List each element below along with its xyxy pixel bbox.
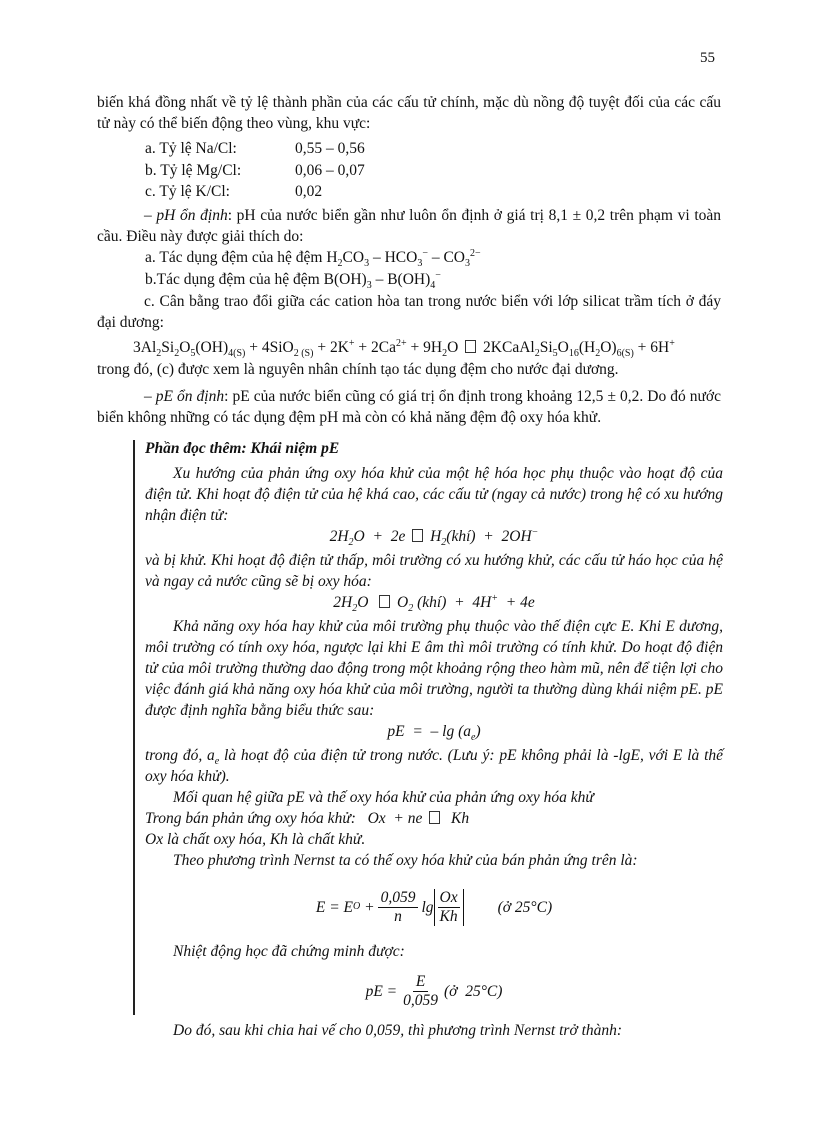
intro-paragraph: biến khá đồng nhất về tỷ lệ thành phần của các cấu tử chính, mặc dù nồng độ tuyệt đối của các cấu tử này có thể biến động theo vùng, khu vực: xyxy=(97,94,721,132)
ratio-value: 0,55 – 0,56 xyxy=(295,140,365,157)
ph-term: – pH ổn định xyxy=(144,206,228,224)
pe-term: – pE ổn định xyxy=(144,387,225,405)
inset-paragraph: Ox là chất oxy hóa, Kh là chất khử. xyxy=(145,831,366,848)
ratio-value: 0,02 xyxy=(295,183,323,200)
inset-paragraph: Nhiệt động học đã chứng minh được: xyxy=(173,943,405,960)
inset-paragraph: Khả năng oxy hóa hay khử của môi trường phụ thuộc vào thế điện cực E. Khi E dương, môi trường có tính oxy hóa, ngược lại khi E âm thì môi trường có tính khử. Do hoạt độ điện tử của môi trường thường dao động trong một khoảng rộng theo hàm mũ, nên để tiện lợi cho việc đánh giá khả năng oxy hóa khử của môi trường, người ta thường dùng khái niệm pE. pE được định nghĩa bằng biểu thức sau: xyxy=(145,618,723,719)
oxidation-equation: $2H_2O$ $O_2$ (khí) + 4H+ + 4e xyxy=(333,592,535,615)
ratio-value: 0,06 – 0,07 xyxy=(295,161,365,179)
pe-definition: pE = – $\lg (a_e)$ xyxy=(387,723,481,744)
ph-buffer-a: a. Tác dụng đệm của hệ đệm $H_2CO_3 - HCO_3^- - CO_3^{2-}$ xyxy=(145,247,481,269)
inset-paragraph: Xu hướng của phản ứng oxy hóa khử của một hệ hóa học phụ thuộc vào hoạt độ của điện tử. Khi hoạt độ điện tử của hệ khá cao, các cấu tử (ngay cả nước) trong hệ có xu hướng nhận điện tử: xyxy=(145,465,723,524)
inset-paragraph: Theo phương trình Nernst ta có thế oxy hóa khử của bán phản ứng trên là: xyxy=(173,852,638,869)
main-text xyxy=(97,92,721,428)
ratio-label: a. Tỷ lệ Na/Cl: xyxy=(145,140,237,157)
ph-conclusion: trong đó, (c) được xem là nguyên nhân chính tạo tác dụng đệm cho nước đại dương. xyxy=(97,360,619,378)
inset-paragraph: Do đó, sau khi chia hai vế cho 0,059, thì phương trình Nernst trở thành: xyxy=(173,1022,623,1039)
ratio-item xyxy=(145,160,721,182)
page-number: 55 xyxy=(700,50,715,66)
ph-text: : pH của nước biển gần như luôn ổn định ở giá trị 8,1 ± 0,2 trên phạm vi toàn cầu. Điều này được giải thích do: xyxy=(97,206,722,245)
ph-buffer-b: b.Tác dụng đệm của hệ đệm $B(OH)_3 - B(OH)_4^-$ xyxy=(145,269,441,291)
ratio-label: b. Tỷ lệ Mg/Cl: xyxy=(145,161,242,179)
inset-paragraph: Mối quan hệ giữa pE và thế oxy hóa khử của phản ứng oxy hóa khử xyxy=(173,789,594,806)
silicate-equation: $3Al_2Si_2O_5(OH)_{4(S)} + 4SiO_{2 (S)} + 2K^+ + 2Ca^{2+} + 9H_2O$ $2KCaAl_2Si_5O_{16}(H_2O)_{6(S)} + 6H^+$ xyxy=(133,337,675,359)
nernst-equation: E = E O + $\frac{0,059}{n}$ lg $\frac{Ox}{Kh}$ (ở 25°C) xyxy=(315,888,553,925)
ratio-item xyxy=(145,181,721,203)
pe-text: : pE của nước biển cũng có giá trị ổn định trong khoảng 12,5 ± 0,2. Do đó nước biển không những có tác dụng đệm pH mà còn có khả năng đệm độ oxy hóa khử. xyxy=(97,387,721,426)
reduction-equation: $2H_2O + 2e$ $H_2(khí) + 2OH^-$ xyxy=(329,526,539,549)
inset-paragraph: trong đó, $a_e$ là hoạt độ của điện tử trong nước. (Lưu ý: pE không phải là -lgE, với E là thế oxy hóa khử). xyxy=(145,747,724,785)
half-reaction: Trong bán phản ứng oxy hóa khử: Ox + ne Kh xyxy=(145,810,470,827)
ratio-item xyxy=(145,138,721,160)
ratio-label: c. Tỷ lệ K/Cl: xyxy=(145,183,230,200)
ph-buffer-c: c. Cân bằng trao đổi giữa các cation hòa tan trong nước biển với lớp silicat trầm tích ở đáy đại dương: xyxy=(97,292,721,331)
pe-paragraph xyxy=(97,386,721,428)
ph-paragraph xyxy=(97,205,721,247)
reading-box xyxy=(145,438,723,1041)
pe-relation-equation: pE = $\frac{E}{0,059}$ (ở 25°C) xyxy=(365,972,503,1009)
inset-border xyxy=(133,440,135,1015)
inset-title: Phần đọc thêm: Khái niệm pE xyxy=(145,440,340,457)
inset-paragraph: và bị khử. Khi hoạt độ điện tử thấp, môi trường có xu hướng khử, các cấu tử háo học của hệ và ngay cả nước cũng sẽ bị oxy hóa: xyxy=(145,552,723,590)
